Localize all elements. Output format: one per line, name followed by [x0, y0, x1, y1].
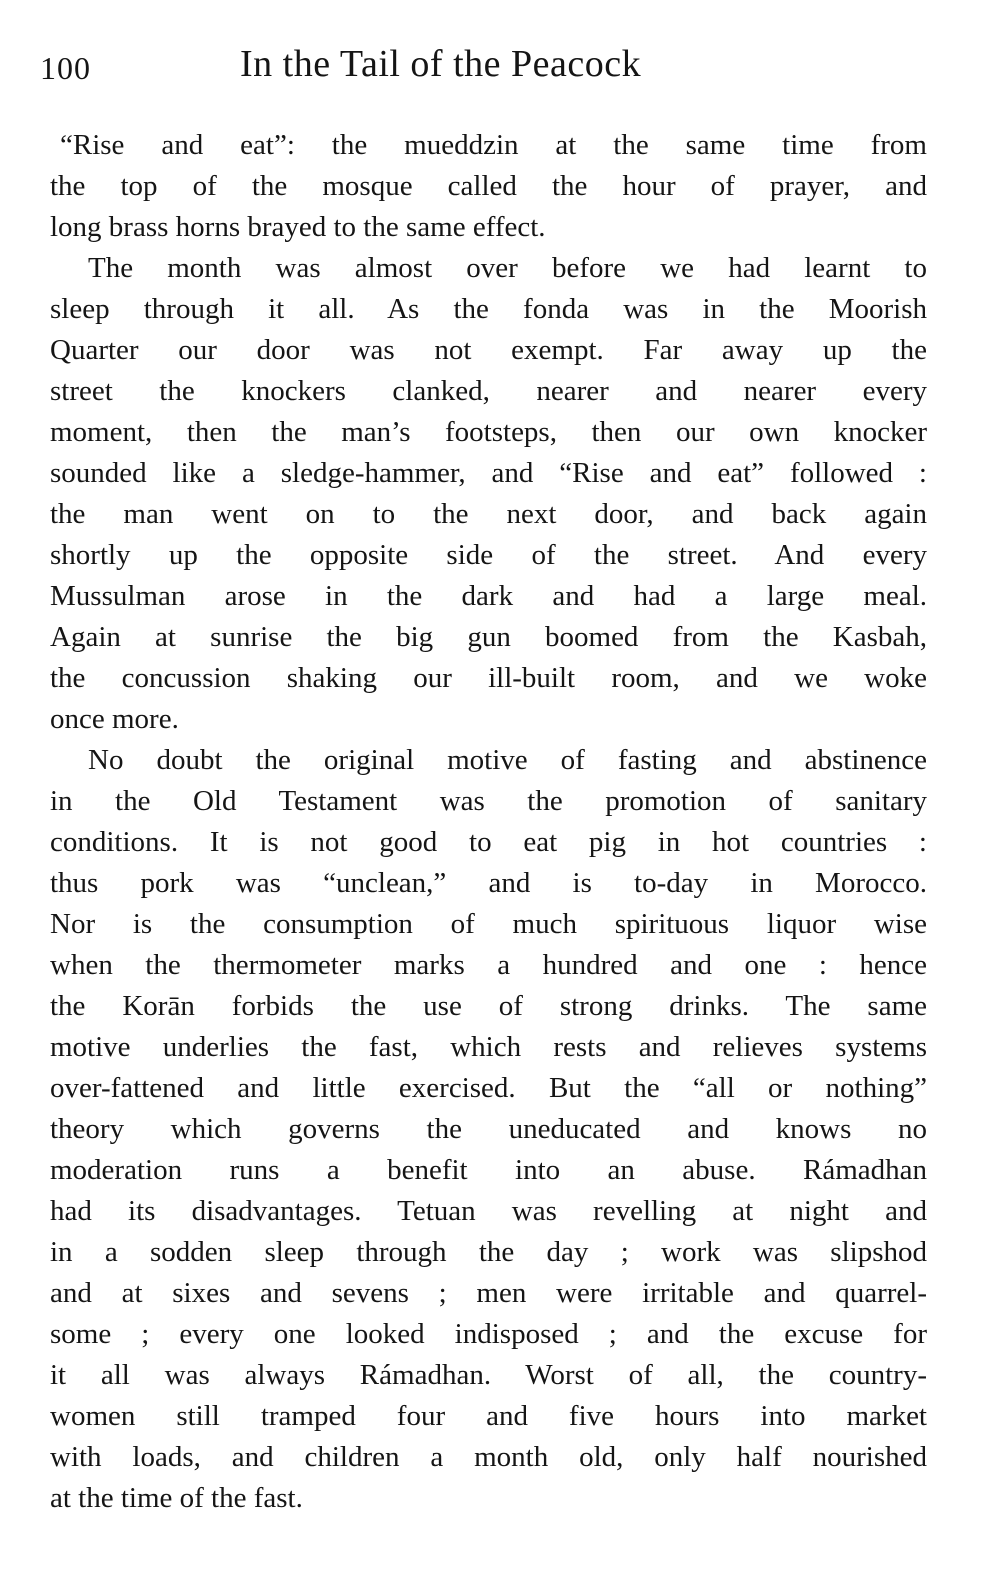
text-line: moderation runs a benefit into an abuse. Rámadhan — [50, 1154, 927, 1186]
text-line: thus pork was “unclean,” and is to-day in Morocco. — [50, 867, 927, 899]
text-line: once more. — [50, 703, 179, 735]
text-line: the concussion shaking our ill-built room, and we woke — [50, 662, 927, 694]
text-line: street the knockers clanked, nearer and nearer every — [50, 375, 927, 407]
paragraph — [50, 125, 927, 248]
text-line: shortly up the opposite side of the street. And every — [50, 539, 927, 571]
text-line: sounded like a sledge-hammer, and “Rise and eat” followed : — [50, 457, 927, 489]
text-line: and at sixes and sevens ; men were irritable and quarrel- — [50, 1277, 927, 1309]
text-line: over-fattened and little exercised. But the “all or nothing” — [50, 1072, 927, 1104]
text-line: theory which governs the uneducated and knows no — [50, 1113, 927, 1145]
text-line: with loads, and children a month old, only half nourished — [50, 1441, 927, 1473]
text-line: it all was always Rámadhan. Worst of all, the country- — [50, 1359, 927, 1391]
page-number: 100 — [40, 50, 91, 86]
text-line: the Korān forbids the use of strong drinks. The same — [50, 990, 927, 1022]
text-line: conditions. It is not good to eat pig in hot countries : — [50, 826, 927, 858]
text-line: Again at sunrise the big gun boomed from the Kasbah, — [50, 621, 927, 653]
text-line: at the time of the fast. — [50, 1482, 303, 1514]
text-line: Nor is the consumption of much spirituous liquor wise — [50, 908, 927, 940]
text-line: the top of the mosque called the hour of prayer, and — [50, 170, 927, 202]
text-line: women still tramped four and five hours into market — [50, 1400, 927, 1432]
text-line: Quarter our door was not exempt. Far away up the — [50, 334, 927, 366]
paragraph — [50, 248, 927, 740]
text-line: long brass horns brayed to the same effect. — [50, 211, 546, 243]
text-line: the man went on to the next door, and back again — [50, 498, 927, 530]
text-line: had its disadvantages. Tetuan was revelling at night and — [50, 1195, 927, 1227]
running-header — [40, 42, 930, 92]
text-line: moment, then the man’s footsteps, then our own knocker — [50, 416, 927, 448]
text-line: Mussulman arose in the dark and had a large meal. — [50, 580, 927, 612]
text-line: The month was almost over before we had learnt to — [88, 252, 927, 284]
text-line: when the thermometer marks a hundred and one : hence — [50, 949, 927, 981]
text-line: sleep through it all. As the fonda was in the Moorish — [50, 293, 927, 325]
text-line: motive underlies the fast, which rests and relieves systems — [50, 1031, 927, 1063]
text-line: in the Old Testament was the promotion of sanitary — [50, 785, 927, 817]
text-line: No doubt the original motive of fasting and abstinence — [88, 744, 927, 776]
text-line: in a sodden sleep through the day ; work was slipshod — [50, 1236, 927, 1268]
text-line: some ; every one looked indisposed ; and the excuse for — [50, 1318, 927, 1350]
paragraph — [50, 740, 927, 1519]
body-text — [50, 125, 927, 1519]
running-title: In the Tail of the Peacock — [240, 43, 642, 85]
text-line: “Rise and eat”: the mueddzin at the same time from — [60, 129, 927, 161]
